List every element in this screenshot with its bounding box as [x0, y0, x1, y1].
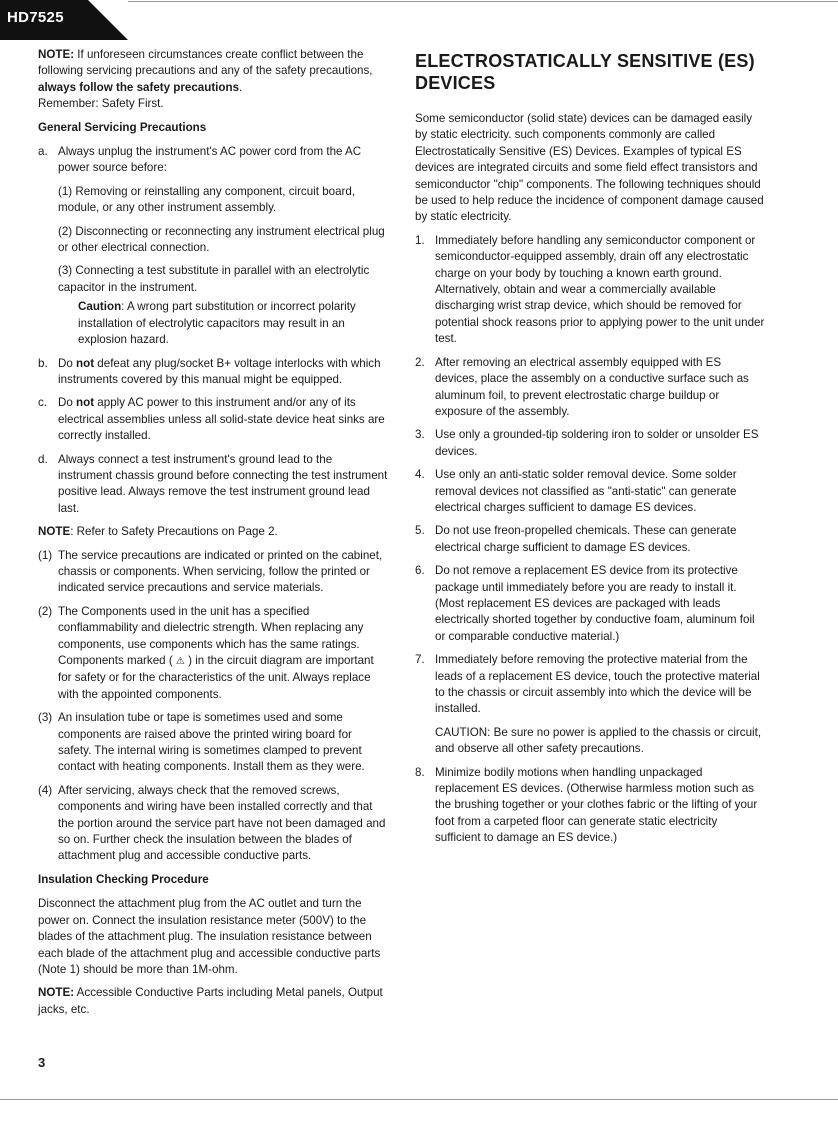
list-item-b — [38, 356, 388, 389]
bottom-rule — [0, 1099, 838, 1100]
emphasis: not — [76, 396, 95, 410]
emphasis: not — [76, 356, 95, 370]
item-text: An insulation tube or tape is sometimes used and some components are raised above the printed wiring board for safety. The internal wiring is sometimes clamped to prevent contact with heating components. Install them as they were. — [58, 711, 365, 774]
warning-triangle-icon: ⚠ — [175, 656, 185, 667]
note-paragraph — [38, 47, 388, 113]
item-text: Use only an anti-static solder removal device. Some solder removal devices not classified as "anti-static" can generate electrical charges sufficient to damage ES devices. — [435, 468, 737, 514]
item-text: Do — [58, 356, 77, 370]
remember-text: Remember: Safety First. — [38, 97, 164, 111]
note-refer — [38, 524, 388, 540]
item-text: Use only a grounded-tip soldering iron to solder or unsolder ES devices. — [435, 428, 759, 458]
es-caution: CAUTION: Be sure no power is applied to the chassis or circuit, and observe all other safety precautions. — [435, 725, 762, 756]
item-text: After servicing, always check that the removed screws, components and wiring have been installed correctly and that the portion around the service part have not been damaged and so on. Further check the insulation between the blades of attachment plug and accessible conductive parts. — [58, 783, 386, 863]
note-text: If unforeseen circumstances create conflict between the following servicing precautions and any of the safety precautions, — [38, 48, 373, 78]
es-item-2 — [415, 355, 765, 421]
marker: 4. — [415, 468, 425, 482]
item-text: The Components used in the unit has a specified conflammability and dielectric strength. When replacing any components, use components which has the same ratings. Components marked ( — [58, 604, 364, 667]
note-text: : Refer to Safety Precautions on Page 2. — [70, 525, 278, 539]
item-text: Always connect a test instrument's ground lead to the instrument chassis ground before connecting the test instrument positive lead. Always remove the test instrument ground lead last. — [58, 452, 388, 515]
list-item-c — [38, 395, 388, 444]
marker: 7. — [415, 653, 425, 667]
item-text: defeat any plug/socket B+ voltage interlocks with which instruments covered by this manual might be equipped. — [58, 356, 381, 386]
item-text: apply AC power to this instrument and/or any of its electrical assemblies unless all solid-state device heat sinks are correctly installed. — [58, 396, 385, 443]
note-bold: always follow the safety precautions — [38, 80, 240, 94]
note-text: Accessible Conductive Parts including Metal panels, Output jacks, etc. — [38, 986, 383, 1016]
marker: 2. — [415, 355, 425, 369]
es-item-4 — [415, 467, 765, 516]
item-text: Immediately before removing the protective material from the leads of a replacement ES device, touch the protective material to the chassis or circuit assembly into which the device will be installed. — [435, 653, 760, 716]
right-column — [415, 50, 765, 854]
sub-item-1: (1) Removing or reinstalling any component, circuit board, module, or any other instrument assembly. — [58, 184, 356, 215]
page-number: 3 — [38, 1055, 46, 1070]
marker: (4) — [38, 783, 53, 797]
insulation-text: Disconnect the attachment plug from the AC outlet and turn the power on. Connect the insulation resistance meter (500V) to the blades of the attachment plug. The insulation resistance between each blade of the attachment plug and accessible conductive parts (Note 1) should be more than 1M-ohm. — [38, 897, 381, 976]
es-item-8 — [415, 765, 765, 847]
list-item-d — [38, 452, 388, 518]
es-item-5 — [415, 523, 765, 556]
marker: (3) — [38, 711, 53, 725]
caution-text: : A wrong part substitution or incorrect polarity installation of electrolytic capacitors may result in an explosion hazard. — [78, 300, 356, 347]
item-text: ) in the circuit diagram are important for safety or for the characteristics of the unit. Always replace with the appointed components. — [58, 654, 374, 701]
insulation-heading: Insulation Checking Procedure — [38, 872, 209, 886]
marker: 3. — [415, 428, 425, 442]
marker: 5. — [415, 524, 425, 538]
top-rule — [128, 1, 838, 2]
item-text: Do not use freon-propelled chemicals. These can generate electrical charge sufficient to damage ES devices. — [435, 524, 737, 554]
es-item-1 — [415, 233, 765, 348]
es-heading: ELECTROSTATICALLY SENSITIVE (ES) DEVICES — [415, 51, 755, 93]
marker: c. — [38, 396, 48, 410]
list-item-a — [38, 144, 388, 177]
note-label: NOTE: — [38, 48, 75, 61]
sub-item-2: (2) Disconnecting or reconnecting any instrument electrical plug or other electrical connection. — [58, 224, 385, 255]
item-text: Do not remove a replacement ES device from its protective package until immediately before you are ready to install it. (Most replacement ES devices are packaged with leads electrically shorted together by conductive foam, aluminum foil or comparable conductive material.) — [435, 564, 755, 643]
caution-note — [78, 299, 388, 348]
marker: 8. — [415, 765, 425, 779]
marker: (1) — [38, 548, 53, 562]
left-column — [38, 47, 388, 1025]
marker: b. — [38, 356, 48, 370]
item-text: Immediately before handling any semiconductor component or semiconductor-equipped assembly, drain off any electrostatic charge on your body by touching a known earth ground. Alternatively, obtain and wear a commercially available discharging wrist strap device, which should be removed for potential shock reasons prior to applying power to the unit under test. — [435, 233, 765, 346]
item-text: Always unplug the instrument's AC power cord from the AC power source before: — [58, 145, 362, 175]
sub-item-3: (3) Connecting a test substitute in parallel with an electrolytic capacitor in the instrument. — [58, 264, 370, 294]
marker: d. — [38, 452, 48, 466]
precaution-3 — [38, 710, 388, 776]
es-item-6 — [415, 563, 765, 645]
precaution-4 — [38, 783, 388, 865]
item-text: Do — [58, 396, 77, 410]
marker: a. — [38, 145, 48, 159]
es-intro: Some semiconductor (solid state) devices can be damaged easily by static electricity. such components commonly are called Electrostatically Sensitive (ES) Devices. Examples of typical ES devices are integrated circuits and some field effect transistors and semiconductor "chip" components. The following techniques should be used to help reduce the incidence of component damage caused by static electricity. — [415, 112, 764, 224]
caution-label: Caution — [78, 300, 122, 314]
note-end: . — [239, 80, 243, 94]
marker: 6. — [415, 564, 425, 578]
item-text: The service precautions are indicated or printed on the cabinet, chassis or components. When servicing, follow the printed or indicated service precautions and service materials. — [58, 548, 383, 595]
note-label: NOTE — [38, 525, 71, 539]
precaution-1 — [38, 548, 388, 597]
general-heading: General Servicing Precautions — [38, 120, 207, 134]
model-label: HD7525 — [7, 9, 64, 26]
marker: (2) — [38, 604, 53, 618]
precaution-2 — [38, 604, 388, 703]
marker: 1. — [415, 233, 425, 247]
item-text: After removing an electrical assembly equipped with ES devices, place the assembly on a conductive surface such as aluminum foil, to prevent electrostatic charge buildup or exposure of the assembly. — [435, 355, 749, 418]
es-item-3 — [415, 427, 765, 460]
es-item-7 — [415, 652, 765, 718]
note-accessible — [38, 985, 388, 1018]
note-label: NOTE: — [38, 986, 75, 1000]
item-text: Minimize bodily motions when handling unpackaged replacement ES devices. (Otherwise harmless motion such as the brushing together or your clothes fabric or the lifting of your foot from a carpeted floor can generate static electricity sufficient to damage an ES device.) — [435, 765, 758, 845]
